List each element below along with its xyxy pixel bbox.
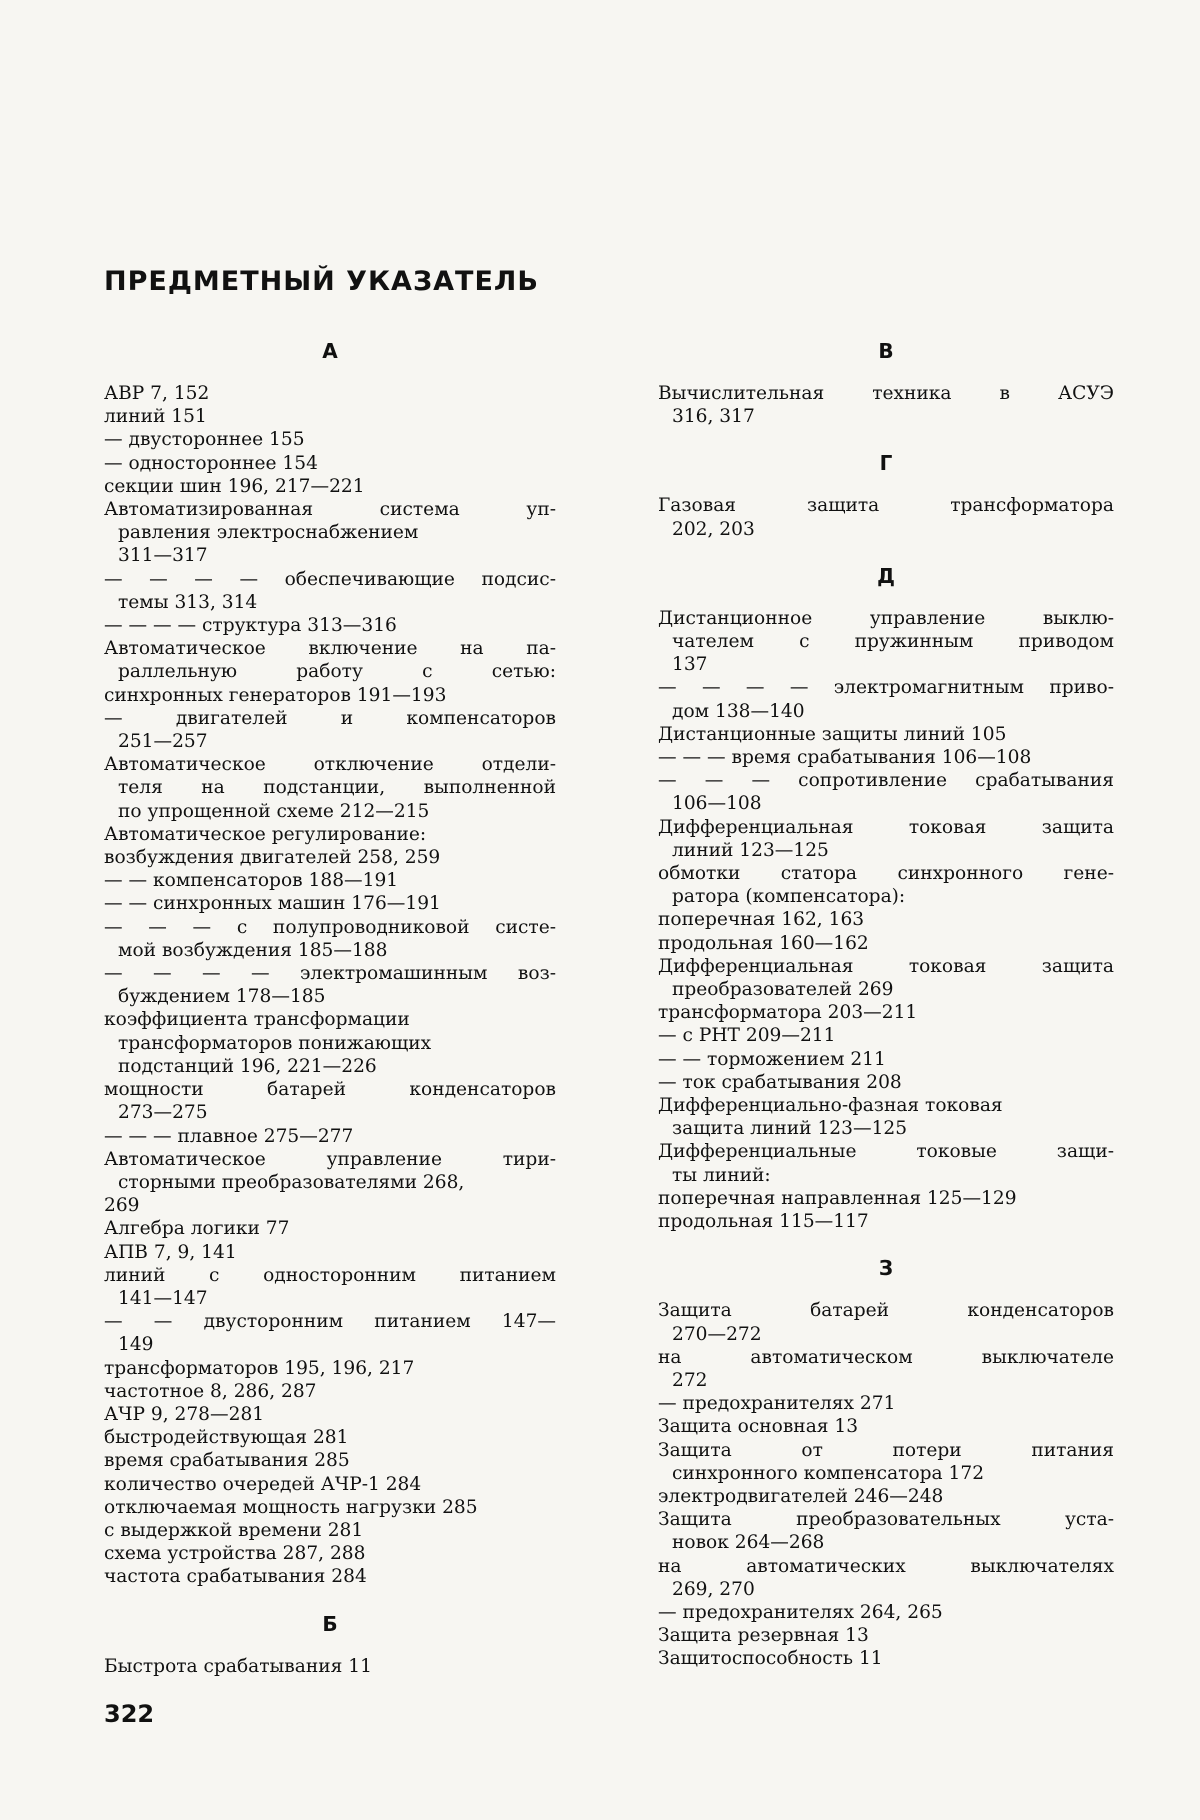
index-line: трансформаторов 195, 196, 217 <box>104 1357 415 1379</box>
index-line: — предохранителях 271 <box>658 1393 896 1415</box>
section-g-entries <box>658 494 1114 540</box>
index-line: раллельную работу с сетью: <box>118 661 556 683</box>
index-line: на автоматическом выключателе <box>658 1346 1114 1368</box>
index-line: Автоматизированная система уп- <box>104 499 556 521</box>
index-line: 202, 203 <box>672 518 755 540</box>
index-line: быстродействующая 281 <box>104 1427 349 1449</box>
index-line: Быстрота срабатывания 11 <box>104 1655 372 1677</box>
index-line: Газовая защита трансформатора <box>658 495 1114 517</box>
index-line: 273—275 <box>118 1102 208 1124</box>
section-v-entries <box>658 382 1114 428</box>
index-line: ты линий: <box>672 1164 771 1186</box>
index-line: Дифференциальная токовая защита <box>658 816 1114 838</box>
index-line: сторными преобразователями 268, <box>118 1171 465 1193</box>
index-line: Защита основная 13 <box>658 1416 859 1438</box>
index-line: линий 151 <box>104 406 207 428</box>
section-d-entries <box>658 607 1114 1233</box>
index-line: Алгебра логики 77 <box>104 1218 290 1240</box>
index-line: линий с односторонним питанием <box>104 1264 556 1286</box>
index-line: — двустороннее 155 <box>104 429 305 451</box>
index-line: — ток срабатывания 208 <box>658 1071 902 1093</box>
index-line: темы 313, 314 <box>118 591 258 613</box>
index-line: по упрощенной схеме 212—215 <box>118 800 430 822</box>
index-line: равления электроснабжением <box>118 522 419 544</box>
index-line: 316, 317 <box>672 406 755 428</box>
index-line: электродвигателей 246—248 <box>658 1485 944 1507</box>
index-line: количество очередей АЧР-1 284 <box>104 1473 422 1495</box>
index-line: синхронного компенсатора 172 <box>672 1462 985 1484</box>
index-line: возбуждения двигателей 258, 259 <box>104 847 441 869</box>
index-line: Автоматическое включение на па- <box>104 638 556 660</box>
index-line: — с РНТ 209—211 <box>658 1025 836 1047</box>
index-line: Защита резервная 13 <box>658 1625 869 1647</box>
index-line: ратора (компенсатора): <box>672 886 906 908</box>
index-line: 251—257 <box>118 731 208 753</box>
index-line: коэффициента трансформации <box>104 1009 410 1031</box>
index-line: линий 123—125 <box>672 839 829 861</box>
index-line: подстанций 196, 221—226 <box>118 1055 377 1077</box>
index-line: чателем с пружинным приводом <box>672 631 1114 653</box>
index-line: — — — — электромашинным воз- <box>104 963 556 985</box>
index-line: — — — — электромагнитным приво- <box>658 677 1114 699</box>
index-line: секции шин 196, 217—221 <box>104 475 365 497</box>
section-letter-v: В <box>878 339 894 363</box>
section-letter-b: Б <box>322 1611 338 1636</box>
index-line: 141—147 <box>118 1287 208 1309</box>
index-line: трансформаторов понижающих <box>118 1032 432 1054</box>
index-column-right <box>658 336 1114 1671</box>
index-line: отключаемая мощность нагрузки 285 <box>104 1496 478 1518</box>
index-line: поперечная 162, 163 <box>658 909 865 931</box>
index-line: поперечная направленная 125—129 <box>658 1187 1017 1209</box>
index-line: Автоматическое отключение отдели- <box>104 754 556 776</box>
index-line: Дистанционные защиты линий 105 <box>658 723 1007 745</box>
section-a-entries <box>104 382 556 1589</box>
index-line: Вычислительная техника в АСУЭ <box>658 383 1114 404</box>
index-line: мощности батарей конденсаторов <box>104 1079 556 1101</box>
index-line: — — — с полупроводниковой систе- <box>104 916 556 938</box>
index-line: на автоматических выключателях <box>658 1555 1114 1577</box>
index-line: Защита преобразовательных уста- <box>658 1509 1114 1531</box>
index-line: — — — — структура 313—316 <box>104 615 397 637</box>
index-line: — — — плавное 275—277 <box>104 1125 354 1147</box>
index-line: буждением 178—185 <box>118 986 326 1008</box>
index-line: мой возбуждения 185—188 <box>118 939 388 961</box>
index-line: 270—272 <box>672 1323 762 1345</box>
index-line: Защита от потери питания <box>658 1439 1114 1461</box>
index-line: Дифференциально-фазная токовая <box>658 1095 1003 1117</box>
index-line: — — компенсаторов 188—191 <box>104 870 399 892</box>
index-line: Дистанционное управление выклю- <box>658 607 1114 629</box>
index-line: — — двусторонним питанием 147— <box>104 1311 556 1333</box>
section-letter-d: Д <box>877 563 895 588</box>
index-line: схема устройства 287, 288 <box>104 1543 366 1565</box>
index-line: обмотки статора синхронного гене- <box>658 863 1114 885</box>
index-line: Защитоспособность 11 <box>658 1648 883 1670</box>
index-line: — — синхронных машин 176—191 <box>104 893 441 915</box>
index-line: 272 <box>672 1369 708 1391</box>
index-line: АПВ 7, 9, 141 <box>104 1241 237 1263</box>
index-line: Автоматическое регулирование: <box>104 823 427 845</box>
index-line: — — — — обеспечивающие подсис- <box>104 568 556 590</box>
index-line: 149 <box>118 1334 154 1356</box>
index-line: АВР 7, 152 <box>104 383 210 404</box>
index-line: защита линий 123—125 <box>672 1118 908 1140</box>
index-line: — двигателей и компенсаторов <box>104 707 556 729</box>
section-letter-z: З <box>878 1256 894 1281</box>
index-line: время срабатывания 285 <box>104 1450 350 1472</box>
index-line: частота срабатывания 284 <box>104 1566 367 1588</box>
index-line: — предохранителях 264, 265 <box>658 1601 943 1623</box>
index-line: синхронных генераторов 191—193 <box>104 684 447 706</box>
index-line: 311—317 <box>118 545 208 567</box>
index-line: трансформатора 203—211 <box>658 1002 918 1024</box>
index-line: Защита батарей конденсаторов <box>658 1300 1114 1322</box>
index-line: частотное 8, 286, 287 <box>104 1380 317 1402</box>
index-line: — — — сопротивление срабатывания <box>658 770 1114 792</box>
index-line: Дифференциальная токовая защита <box>658 955 1114 977</box>
index-line: — — торможением 211 <box>658 1048 886 1070</box>
index-line: 269 <box>104 1195 140 1217</box>
index-line: АЧР 9, 278—281 <box>104 1403 265 1425</box>
index-line: Дифференциальные токовые защи- <box>658 1141 1114 1163</box>
index-line: дом 138—140 <box>672 700 805 722</box>
page-number: 322 <box>104 1700 155 1728</box>
page-title: ПРЕДМЕТНЫЙ УКАЗАТЕЛЬ <box>104 266 539 297</box>
index-column-left <box>104 336 556 1678</box>
section-z-entries <box>658 1299 1114 1670</box>
index-line: преобразователей 269 <box>672 979 894 1001</box>
section-letter-a: А <box>322 339 338 363</box>
index-line: 137 <box>672 654 708 676</box>
index-line: 269, 270 <box>672 1578 755 1600</box>
index-line: — одностороннее 154 <box>104 452 318 474</box>
index-line: — — — время срабатывания 106—108 <box>658 747 1032 769</box>
index-line: Автоматическое управление тири- <box>104 1148 556 1170</box>
section-b-entries <box>104 1655 556 1678</box>
section-letter-g: Г <box>879 451 893 476</box>
index-line: с выдержкой времени 281 <box>104 1519 364 1541</box>
index-line: продольная 160—162 <box>658 932 869 954</box>
index-line: продольная 115—117 <box>658 1211 869 1233</box>
index-line: новок 264—268 <box>672 1532 825 1554</box>
index-line: 106—108 <box>672 793 762 815</box>
index-line: теля на подстанции, выполненной <box>118 777 556 799</box>
